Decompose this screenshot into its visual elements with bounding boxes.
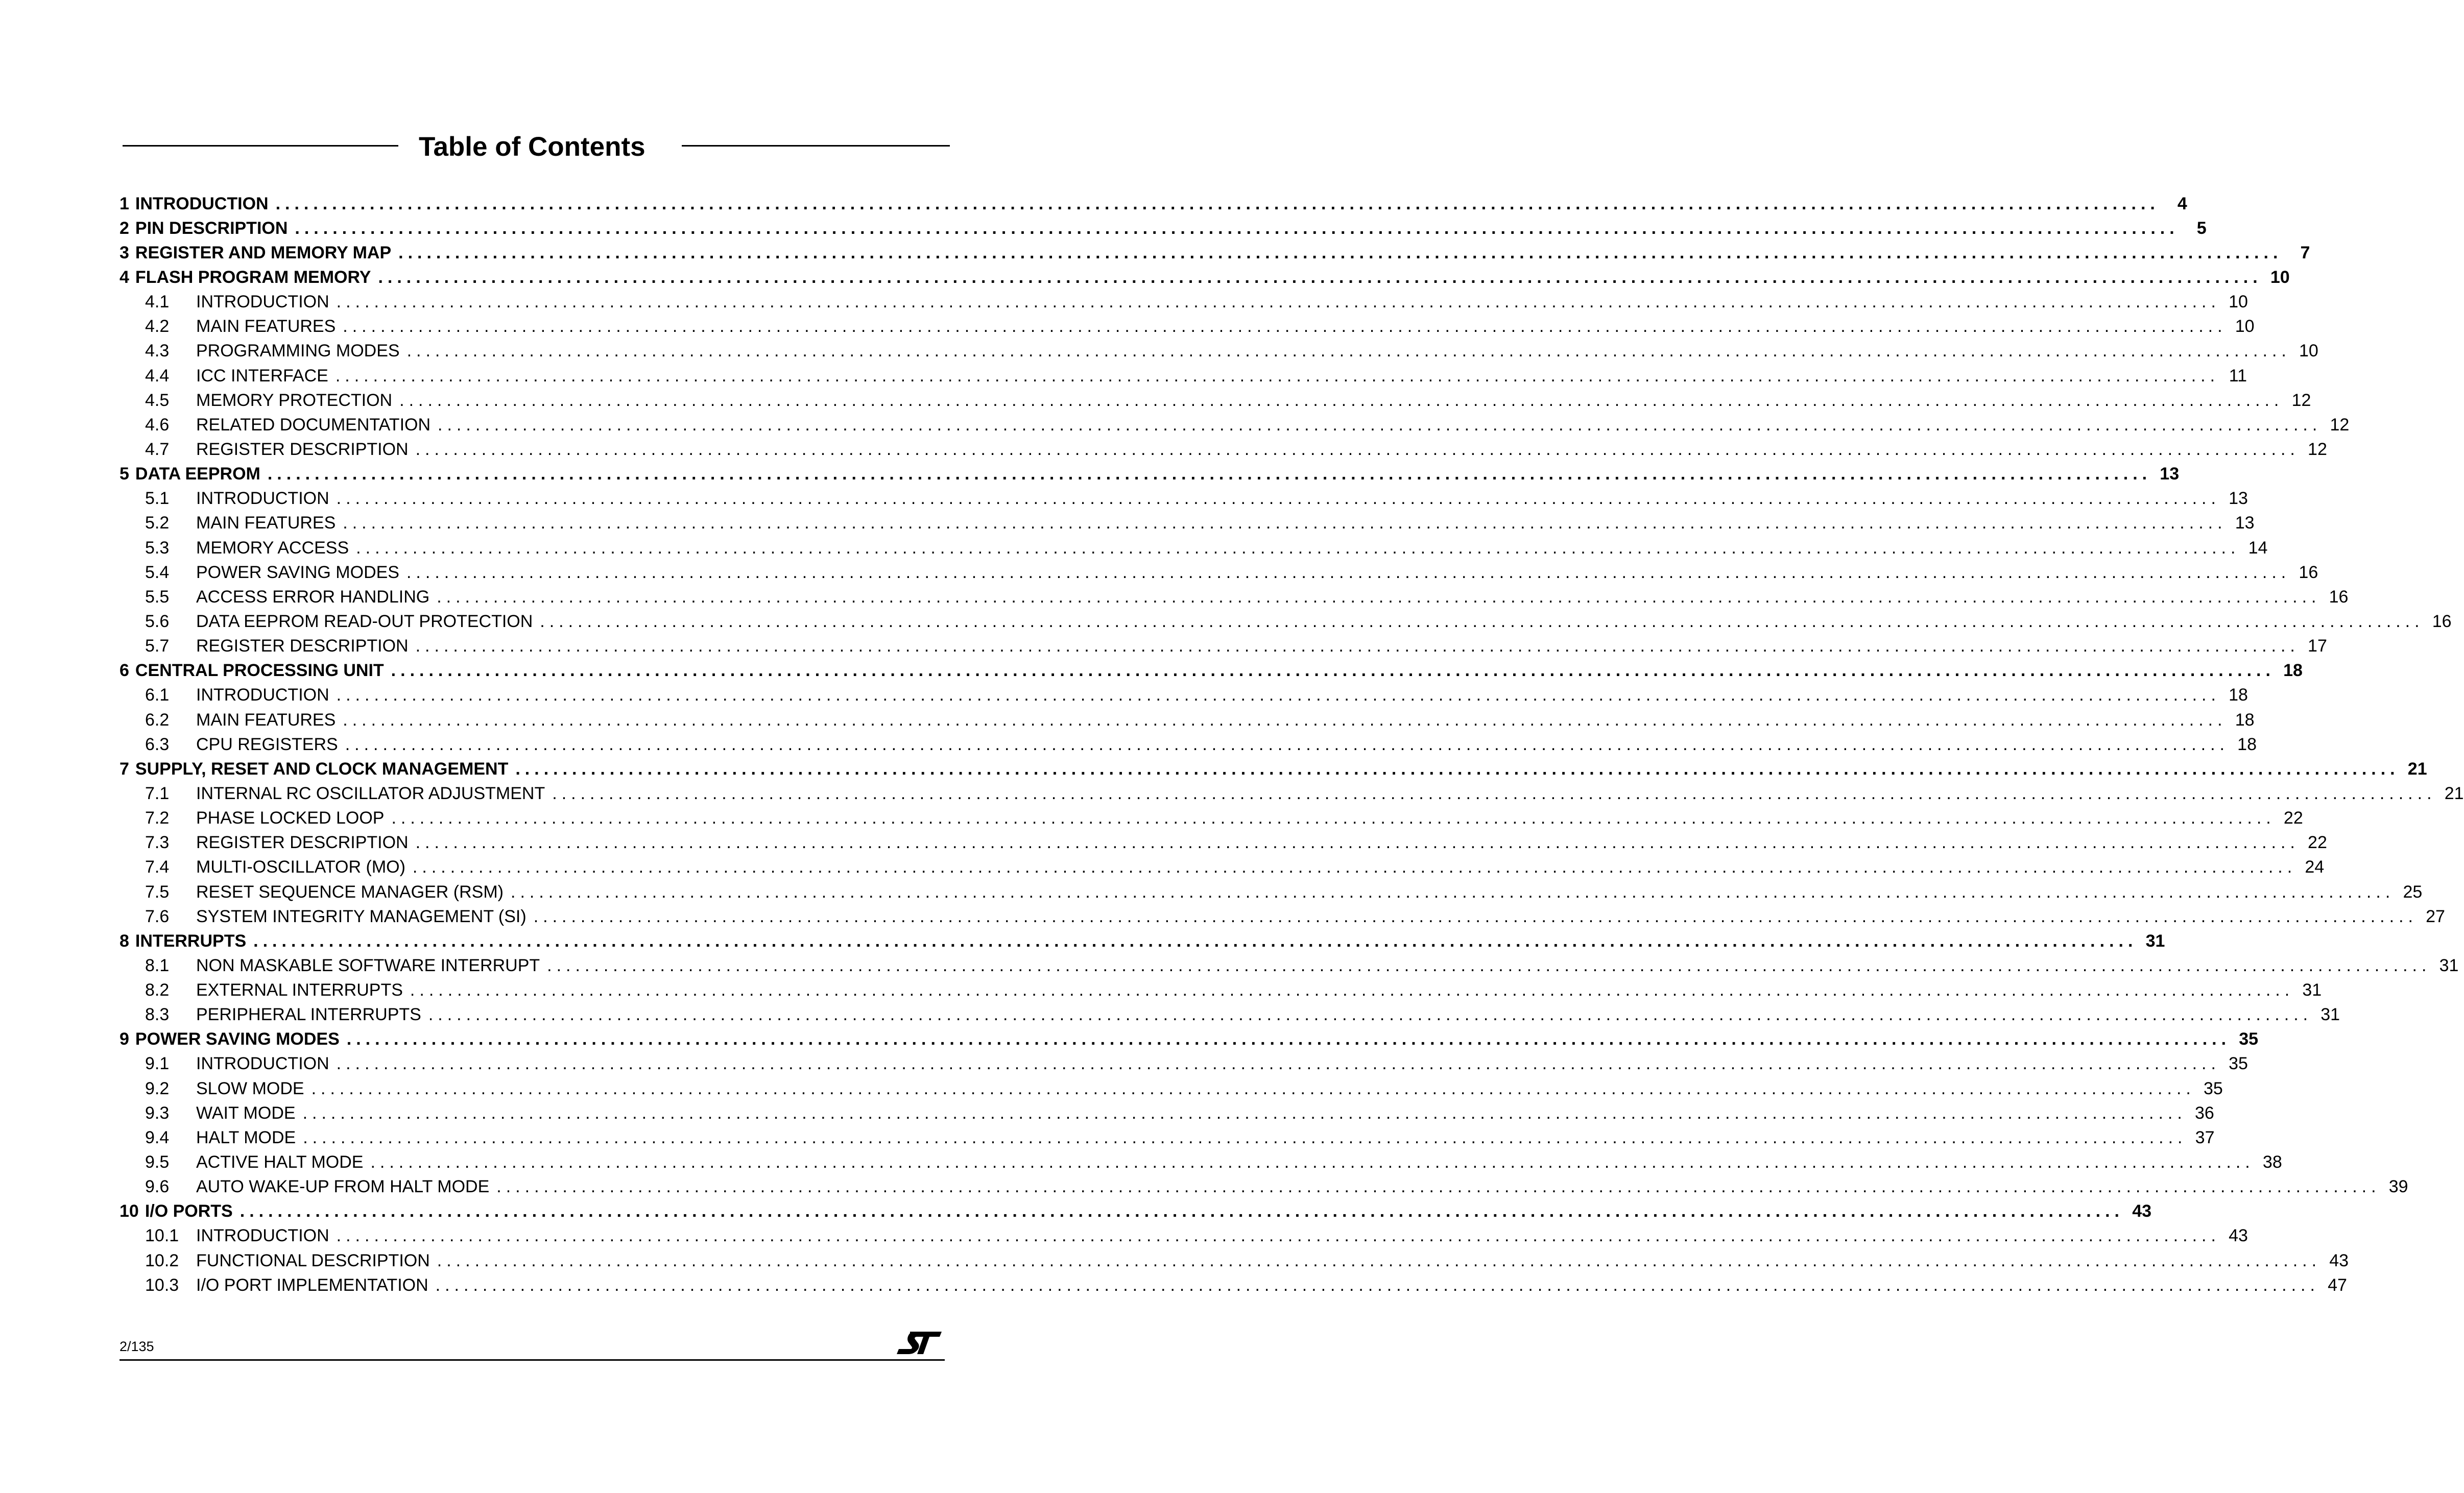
toc-entry-label: CENTRAL PROCESSING UNIT	[135, 661, 384, 681]
toc-dot-leader: ........................................................................................................................................................................................................	[428, 1005, 2313, 1025]
toc-entry-number: 10	[119, 1201, 139, 1221]
toc-dot-leader: ........................................................................................................................................................................................................	[496, 1177, 2381, 1197]
toc-entry-number: 10.3	[145, 1275, 179, 1295]
toc-entry-number: 4.6	[145, 415, 170, 435]
toc-subsection-row[interactable]	[119, 290, 2248, 315]
toc-dot-leader: ........................................................................................................................................................................................................	[547, 955, 2431, 975]
toc-entry-label: RELATED DOCUMENTATION	[196, 415, 431, 435]
toc-dot-leader: ........................................................................................................................................................................................................	[437, 1250, 2322, 1270]
table-of-contents	[119, 191, 2464, 1297]
toc-section-row[interactable]	[119, 265, 2290, 290]
toc-dot-leader: ........................................................................................................................................................................................................	[406, 341, 2291, 361]
toc-section-row[interactable]	[119, 240, 2310, 265]
toc-dot-leader: ........................................................................................................................................................................................................	[336, 1054, 2220, 1074]
toc-entry-number: 9.1	[145, 1054, 170, 1074]
toc-entry-number: 1	[119, 194, 129, 213]
toc-entry-number: 4	[119, 267, 129, 287]
toc-entry-number: 3	[119, 243, 129, 262]
toc-entry-page: 16	[2299, 562, 2318, 582]
toc-entry-page: 36	[2195, 1103, 2214, 1123]
toc-entry-label: MEMORY PROTECTION	[196, 390, 393, 410]
toc-subsection-row[interactable]	[119, 683, 2248, 708]
toc-entry-page: 10	[2235, 317, 2255, 336]
toc-entry-label: ACTIVE HALT MODE	[196, 1152, 364, 1172]
toc-entry-label: I/O PORT IMPLEMENTATION	[196, 1275, 428, 1295]
toc-entry-number: 7.2	[145, 808, 170, 828]
toc-subsection-row[interactable]	[119, 413, 2350, 437]
toc-entry-label: FUNCTIONAL DESCRIPTION	[196, 1250, 430, 1270]
toc-section-row[interactable]	[119, 191, 2187, 216]
toc-entry-number: 9.4	[145, 1127, 170, 1147]
toc-entry-label: MEMORY ACCESS	[196, 538, 349, 558]
toc-entry-number: 4.1	[145, 292, 170, 312]
toc-title-row	[123, 127, 950, 167]
toc-entry-page: 38	[2262, 1152, 2282, 1172]
toc-dot-leader: ........................................................................................................................................................................................................	[415, 636, 2300, 656]
toc-entry-label: ICC INTERFACE	[196, 366, 328, 386]
toc-entry-number: 9.3	[145, 1103, 170, 1123]
toc-entry-number: 7.5	[145, 882, 170, 902]
toc-section-row[interactable]	[119, 216, 2207, 240]
toc-entry-label: REGISTER DESCRIPTION	[196, 439, 409, 459]
toc-dot-leader: ........................................................................................................................................................................................................	[410, 980, 2294, 1000]
toc-entry-page: 21	[2444, 783, 2464, 803]
toc-entry-number: 5.1	[145, 489, 170, 509]
toc-entry-page: 12	[2308, 439, 2327, 459]
toc-dot-leader: ........................................................................................................................................................................................................	[437, 587, 2321, 607]
toc-entry-number: 5	[119, 464, 129, 484]
toc-entry-page: 13	[2160, 464, 2180, 484]
toc-entry-page: 22	[2283, 808, 2303, 828]
toc-entry-number: 8.3	[145, 1005, 170, 1025]
toc-entry-number: 5.2	[145, 513, 170, 533]
toc-entry-label: SLOW MODE	[196, 1078, 304, 1098]
toc-entry-page: 35	[2229, 1054, 2248, 1074]
toc-entry-number: 2	[119, 218, 129, 238]
toc-entry-label: PHASE LOCKED LOOP	[196, 808, 385, 828]
toc-entry-label: SYSTEM INTEGRITY MANAGEMENT (SI)	[196, 906, 527, 926]
toc-entry-page: 18	[2229, 685, 2248, 705]
toc-entry-number: 4.3	[145, 341, 170, 361]
toc-entry-number: 8	[119, 931, 129, 951]
toc-dot-leader: ........................................................................................................................................................................................................	[438, 415, 2322, 435]
toc-subsection-row[interactable]	[119, 880, 2423, 904]
toc-dot-leader: ........................................................................................................................................................................................................	[540, 611, 2424, 631]
toc-dot-leader: ........................................................................................................................................................................................................	[302, 1103, 2187, 1123]
toc-entry-label: NON MASKABLE SOFTWARE INTERRUPT	[196, 955, 540, 975]
toc-subsection-row[interactable]	[119, 708, 2255, 732]
toc-subsection-row[interactable]	[119, 831, 2327, 855]
toc-dot-leader: ........................................................................................................................................................................................................	[511, 882, 2395, 902]
toc-entry-label: CPU REGISTERS	[196, 734, 338, 754]
toc-dot-leader: ........................................................................................................................................................................................................	[336, 685, 2220, 705]
toc-dot-leader: ........................................................................................................................................................................................................	[336, 292, 2220, 312]
toc-entry-page: 18	[2283, 661, 2303, 681]
toc-entry-label: REGISTER DESCRIPTION	[196, 636, 409, 656]
title-rule-right	[682, 145, 950, 147]
toc-entry-page: 21	[2407, 759, 2427, 779]
toc-entry-label: SUPPLY, RESET AND CLOCK MANAGEMENT	[135, 759, 509, 779]
toc-entry-page: 16	[2329, 587, 2349, 607]
toc-entry-number: 7	[119, 759, 129, 779]
toc-dot-leader: ........................................................................................................................................................................................................	[346, 1029, 2231, 1049]
toc-entry-page: 10	[2229, 292, 2248, 312]
toc-entry-number: 4.2	[145, 317, 170, 336]
toc-dot-leader: ........................................................................................................................................................................................................	[345, 734, 2229, 754]
toc-entry-page: 37	[2195, 1127, 2215, 1147]
toc-entry-page: 18	[2237, 734, 2257, 754]
toc-entry-page: 10	[2270, 267, 2290, 287]
toc-entry-number: 8.1	[145, 955, 170, 975]
toc-dot-leader: ........................................................................................................................................................................................................	[435, 1275, 2319, 1295]
toc-dot-leader: ........................................................................................................................................................................................................	[240, 1201, 2124, 1221]
toc-dot-leader: ........................................................................................................................................................................................................	[391, 808, 2276, 828]
toc-entry-page: 7	[2300, 243, 2310, 262]
toc-entry-number: 10.2	[145, 1250, 179, 1270]
toc-subsection-row[interactable]	[119, 953, 2459, 978]
toc-entry-page: 17	[2308, 636, 2327, 656]
toc-section-row[interactable]	[119, 757, 2427, 781]
toc-entry-label: INTRODUCTION	[196, 685, 329, 705]
toc-subsection-row[interactable]	[119, 1248, 2349, 1273]
toc-subsection-row[interactable]	[119, 339, 2318, 364]
toc-entry-label: MULTI-OSCILLATOR (MO)	[196, 857, 405, 877]
toc-dot-leader: ........................................................................................................................................................................................................	[552, 783, 2436, 803]
toc-subsection-row[interactable]	[119, 364, 2247, 388]
toc-entry-label: PROGRAMMING MODES	[196, 341, 400, 361]
toc-entry-number: 6	[119, 661, 129, 681]
toc-entry-page: 47	[2328, 1275, 2347, 1295]
toc-dot-leader: ........................................................................................................................................................................................................	[406, 562, 2291, 582]
toc-entry-page: 43	[2132, 1201, 2152, 1221]
toc-subsection-row[interactable]	[119, 806, 2303, 831]
toc-entry-page: 35	[2204, 1078, 2223, 1098]
toc-entry-number: 5.7	[145, 636, 170, 656]
toc-entry-page: 12	[2330, 415, 2350, 435]
toc-dot-leader: ........................................................................................................................................................................................................	[336, 1226, 2220, 1246]
toc-entry-label: POWER SAVING MODES	[196, 562, 399, 582]
toc-entry-number: 6.3	[145, 734, 170, 754]
toc-subsection-row[interactable]	[119, 1052, 2248, 1076]
toc-entry-page: 31	[2302, 980, 2322, 1000]
toc-dot-leader: ........................................................................................................................................................................................................	[370, 1152, 2255, 1172]
toc-entry-label: EXTERNAL INTERRUPTS	[196, 980, 403, 1000]
toc-dot-leader: ........................................................................................................................................................................................................	[533, 906, 2418, 926]
toc-entry-number: 7.4	[145, 857, 170, 877]
title-rule-left	[123, 145, 398, 147]
page-title: Table of Contents	[419, 132, 645, 162]
toc-entry-page: 4	[2177, 194, 2187, 213]
toc-entry-label: RESET SEQUENCE MANAGER (RSM)	[196, 882, 504, 902]
toc-subsection-row[interactable]	[119, 732, 2257, 757]
toc-dot-leader: ........................................................................................................................................................................................................	[295, 218, 2179, 238]
toc-entry-number: 9.5	[145, 1152, 170, 1172]
toc-subsection-row[interactable]	[119, 1076, 2223, 1101]
toc-entry-label: INTRODUCTION	[135, 194, 269, 213]
toc-entry-number: 4.5	[145, 390, 170, 410]
toc-entry-page: 31	[2321, 1005, 2340, 1025]
toc-subsection-row[interactable]	[119, 511, 2255, 536]
toc-entry-number: 7.3	[145, 833, 170, 853]
toc-subsection-row[interactable]	[119, 904, 2445, 929]
toc-subsection-row[interactable]	[119, 315, 2255, 339]
toc-dot-leader: ........................................................................................................................................................................................................	[515, 759, 2400, 779]
toc-entry-label: INTERNAL RC OSCILLATOR ADJUSTMENT	[196, 783, 545, 803]
toc-entry-number: 7.1	[145, 783, 170, 803]
toc-entry-label: MAIN FEATURES	[196, 513, 336, 533]
toc-section-row[interactable]	[119, 659, 2303, 683]
toc-dot-leader: ........................................................................................................................................................................................................	[303, 1127, 2187, 1147]
toc-entry-label: INTERRUPTS	[135, 931, 247, 951]
toc-subsection-row[interactable]	[119, 536, 2268, 560]
toc-entry-page: 25	[2403, 882, 2423, 902]
toc-dot-leader: ........................................................................................................................................................................................................	[335, 366, 2220, 386]
toc-entry-label: DATA EEPROM	[135, 464, 260, 484]
toc-entry-label: INTRODUCTION	[196, 1226, 329, 1246]
toc-subsection-row[interactable]	[119, 781, 2464, 806]
toc-entry-page: 5	[2196, 218, 2207, 238]
toc-subsection-row[interactable]	[119, 978, 2322, 1003]
toc-subsection-row[interactable]	[119, 437, 2327, 462]
toc-entry-label: POWER SAVING MODES	[135, 1029, 340, 1049]
toc-dot-leader: ........................................................................................................................................................................................................	[343, 317, 2227, 336]
toc-entry-page: 31	[2145, 931, 2165, 951]
toc-dot-leader: ........................................................................................................................................................................................................	[399, 390, 2284, 410]
toc-section-row[interactable]	[119, 462, 2180, 487]
toc-subsection-row[interactable]	[119, 1125, 2215, 1150]
toc-entry-page: 39	[2388, 1177, 2408, 1197]
toc-entry-number: 5.5	[145, 587, 170, 607]
toc-dot-leader: ........................................................................................................................................................................................................	[343, 710, 2227, 730]
toc-entry-number: 4.7	[145, 439, 170, 459]
page-number: 2/135	[119, 1339, 154, 1354]
toc-subsection-row[interactable]	[119, 634, 2327, 659]
toc-entry-number: 5.6	[145, 611, 170, 631]
toc-entry-number: 5.3	[145, 538, 170, 558]
toc-section-row[interactable]	[119, 1027, 2259, 1052]
toc-entry-label: I/O PORTS	[145, 1201, 233, 1221]
toc-dot-leader: ........................................................................................................................................................................................................	[415, 833, 2300, 853]
st-logo-icon	[895, 1330, 944, 1356]
toc-entry-page: 24	[2305, 857, 2325, 877]
toc-entry-label: ACCESS ERROR HANDLING	[196, 587, 430, 607]
toc-entry-label: PIN DESCRIPTION	[135, 218, 288, 238]
toc-dot-leader: ........................................................................................................................................................................................................	[336, 489, 2220, 509]
toc-entry-label: REGISTER AND MEMORY MAP	[135, 243, 392, 262]
toc-entry-page: 13	[2235, 513, 2255, 533]
toc-entry-label: DATA EEPROM READ-OUT PROTECTION	[196, 611, 533, 631]
toc-subsection-row[interactable]	[119, 560, 2318, 585]
toc-entry-page: 43	[2229, 1226, 2248, 1246]
toc-entry-number: 8.2	[145, 980, 170, 1000]
toc-entry-label: FLASH PROGRAM MEMORY	[135, 267, 371, 287]
toc-entry-page: 12	[2291, 390, 2311, 410]
toc-dot-leader: ........................................................................................................................................................................................................	[311, 1078, 2195, 1098]
toc-entry-number: 5.4	[145, 562, 170, 582]
toc-subsection-row[interactable]	[119, 585, 2349, 609]
toc-subsection-row[interactable]	[119, 1175, 2408, 1199]
toc-entry-number: 6.2	[145, 710, 170, 730]
toc-dot-leader: ........................................................................................................................................................................................................	[412, 857, 2297, 877]
toc-entry-page: 43	[2329, 1250, 2349, 1270]
toc-entry-number: 7.6	[145, 906, 170, 926]
toc-subsection-row[interactable]	[119, 1003, 2340, 1027]
toc-entry-number: 9.6	[145, 1177, 170, 1197]
toc-entry-label: REGISTER DESCRIPTION	[196, 833, 409, 853]
toc-entry-number: 6.1	[145, 685, 170, 705]
toc-entry-label: PERIPHERAL INTERRUPTS	[196, 1005, 421, 1025]
toc-entry-label: MAIN FEATURES	[196, 317, 336, 336]
toc-entry-number: 9	[119, 1029, 129, 1049]
toc-entry-number: 10.1	[145, 1226, 179, 1246]
toc-entry-page: 22	[2308, 833, 2327, 853]
toc-entry-page: 18	[2235, 710, 2255, 730]
toc-dot-leader: ........................................................................................................................................................................................................	[343, 513, 2227, 533]
toc-section-row[interactable]	[119, 1199, 2152, 1224]
toc-entry-label: MAIN FEATURES	[196, 710, 336, 730]
toc-section-row[interactable]	[119, 929, 2165, 953]
toc-entry-page: 35	[2239, 1029, 2259, 1049]
toc-dot-leader: ........................................................................................................................................................................................................	[415, 439, 2300, 459]
toc-subsection-row[interactable]	[119, 487, 2248, 511]
toc-entry-page: 13	[2229, 489, 2248, 509]
toc-entry-page: 14	[2248, 538, 2268, 558]
toc-dot-leader: ........................................................................................................................................................................................................	[391, 661, 2275, 681]
toc-subsection-row[interactable]	[119, 1273, 2347, 1297]
toc-entry-label: INTRODUCTION	[196, 1054, 329, 1074]
toc-dot-leader: ........................................................................................................................................................................................................	[253, 931, 2138, 951]
toc-entry-label: WAIT MODE	[196, 1103, 296, 1123]
toc-subsection-row[interactable]	[119, 388, 2311, 413]
toc-entry-label: INTRODUCTION	[196, 489, 329, 509]
toc-subsection-row[interactable]	[119, 609, 2452, 634]
toc-dot-leader: ........................................................................................................................................................................................................	[356, 538, 2240, 558]
toc-entry-page: 10	[2299, 341, 2318, 361]
toc-entry-page: 31	[2439, 955, 2459, 975]
toc-entry-label: AUTO WAKE-UP FROM HALT MODE	[196, 1177, 490, 1197]
toc-dot-leader: ........................................................................................................................................................................................................	[267, 464, 2152, 484]
toc-entry-label: HALT MODE	[196, 1127, 296, 1147]
toc-entry-page: 27	[2426, 906, 2445, 926]
toc-dot-leader: ........................................................................................................................................................................................................	[378, 267, 2262, 287]
toc-entry-number: 4.4	[145, 366, 170, 386]
toc-entry-page: 16	[2432, 611, 2452, 631]
toc-entry-page: 11	[2229, 366, 2247, 386]
toc-entry-label: INTRODUCTION	[196, 292, 329, 312]
toc-subsection-row[interactable]	[119, 1150, 2282, 1174]
toc-subsection-row[interactable]	[119, 855, 2325, 880]
toc-subsection-row[interactable]	[119, 1224, 2248, 1248]
toc-dot-leader: ........................................................................................................................................................................................................	[398, 243, 2283, 262]
toc-subsection-row[interactable]	[119, 1101, 2214, 1125]
footer-rule	[119, 1359, 945, 1361]
toc-entry-number: 9.2	[145, 1078, 170, 1098]
toc-dot-leader: ........................................................................................................................................................................................................	[275, 194, 2160, 213]
